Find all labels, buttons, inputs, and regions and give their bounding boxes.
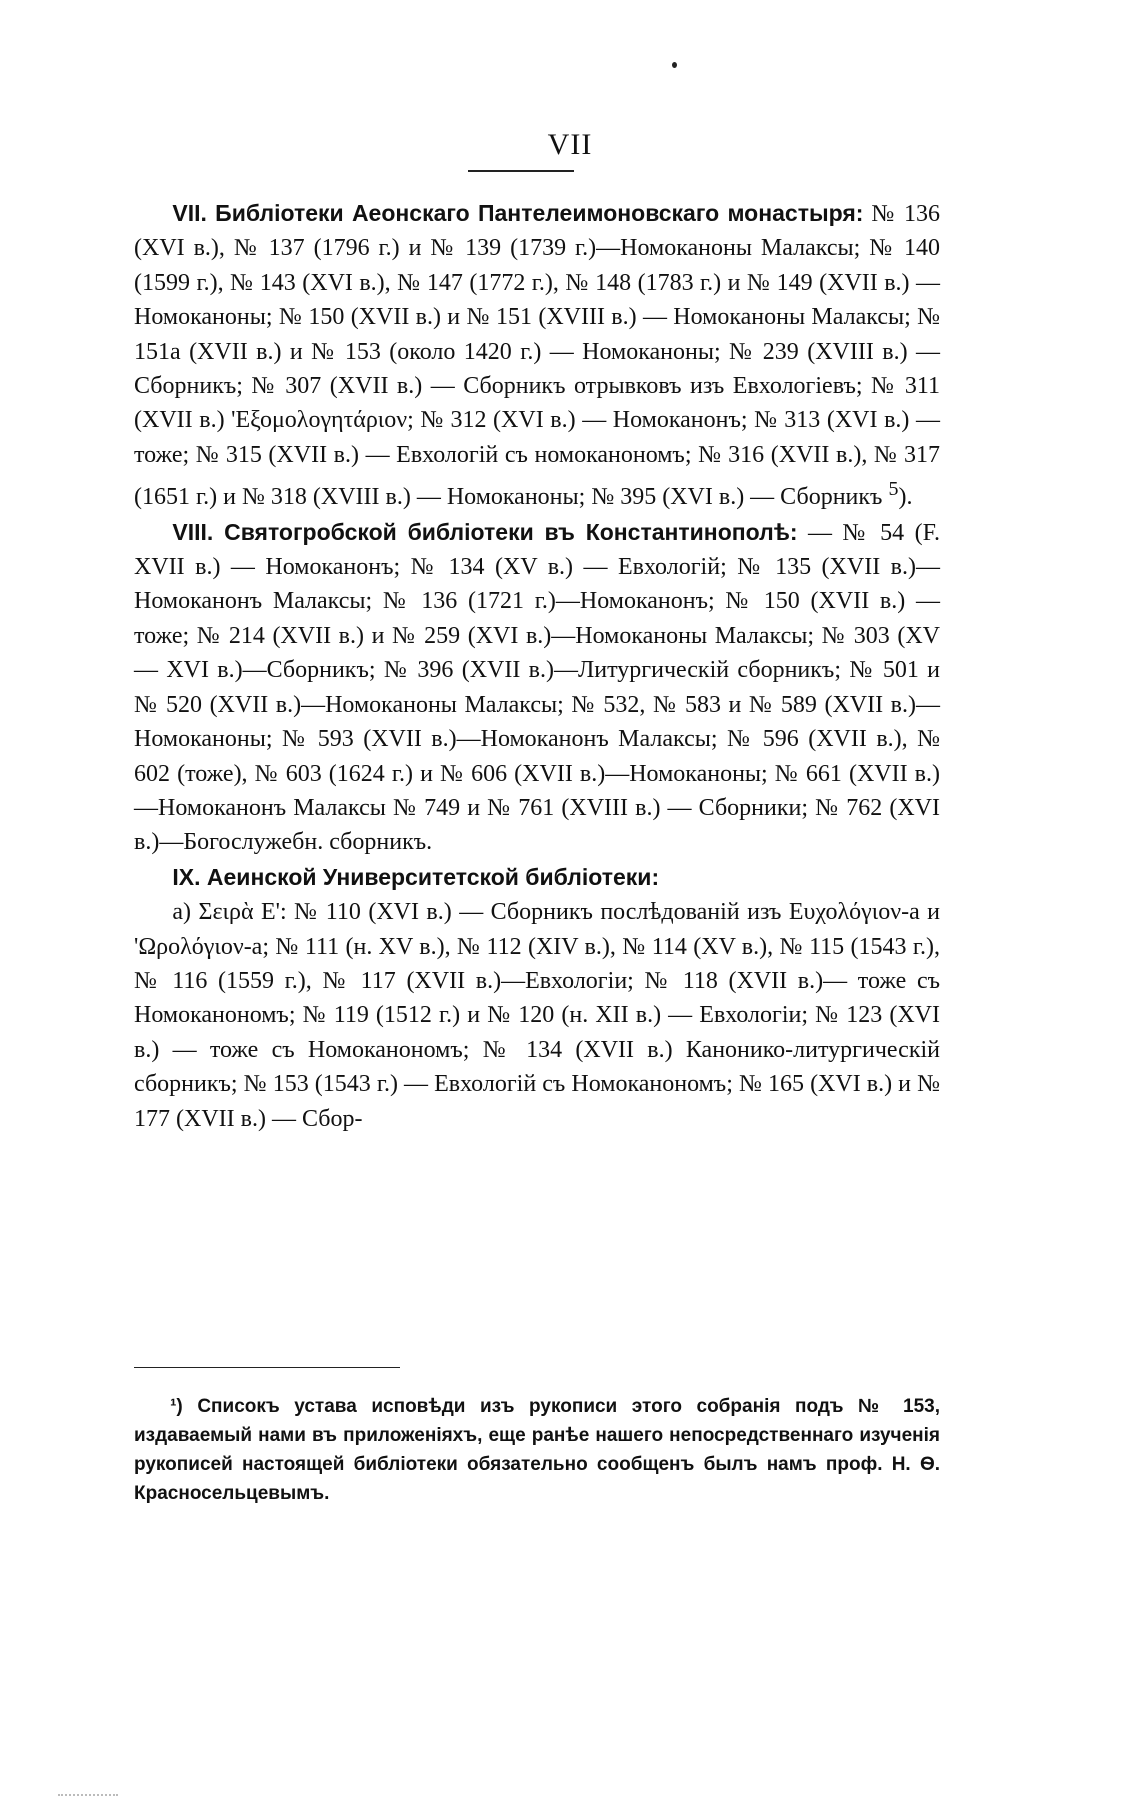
section-viii xyxy=(134,515,940,860)
section-vii xyxy=(134,196,940,515)
section-vii-text-end: . xyxy=(906,484,913,511)
footnote xyxy=(134,1392,940,1508)
footnote-text: Списокъ устава исповѣди изъ рукописи этого собранія подъ № 153, издаваемый нами въ приложеніяхъ, еще ранѣе нашего непосредственнаго изученія рукописей настоящей библіотеки обязательно сообщенъ былъ намъ проф. Н. Ѳ. Красносельцевымъ. xyxy=(134,1396,941,1504)
scan-noise xyxy=(58,1794,118,1799)
section-viii-title: VIII. Святогробской библіотеки въ Константинополѣ: xyxy=(172,518,798,545)
section-vii-title: VII. Библіотеки Аеонскаго Пантелеимоновскаго монастыря: xyxy=(172,200,864,226)
footnote-marker: ¹) xyxy=(170,1396,183,1417)
section-ix-title: IX. Аеинской Университетской библіотеки: xyxy=(172,863,660,890)
page-number-underline xyxy=(468,170,574,172)
footnote-divider xyxy=(134,1367,400,1368)
section-ix-subsection-a: а) Σειρὰ Ε': № 110 (XVI в.) — Сборникъ послѣдованій изъ Ευχολόγιον-а и 'Ωρολόγιον-а; № 111 (н. XV в.), № 112 (XIV в.), № 114 (XV в.), № 115 (1543 г.), № 116 (1559 г.), № 117 (XVII в.)—Евхологіи; № 118 (XVII в.)— тоже съ Номоканономъ; № 119 (1512 г.) и № 120 (н. XII в.) — Евхологіи; № 123 (XVI в.) — тоже съ Номоканономъ; № 134 (XVII в.) Канонико-литургическій сборникъ; № 153 (1543 г.) — Евхологій съ Номоканономъ; № 165 (XVI в.) и № 177 (XVII в.) — Сбор- xyxy=(134,899,940,1132)
footnote-reference: 5 xyxy=(888,478,899,501)
main-text xyxy=(134,196,940,1136)
section-vii-text: № 136 (XVI в.), № 137 (1796 г.) и № 139 (1739 г.)—Номоканоны Малаксы; № 140 (1599 г.), № 143 (XVI в.), № 147 (1772 г.), № 148 (1783 г.) и № 149 (XVII в.) — Номоканоны; № 150 (XVII в.) и № 151 (XVIII в.) — Номоканоны Малаксы; № 151а (XVII в.) и № 153 (около 1420 г.) — Номоканоны; № 239 (XVIII в.) — Сборникъ; № 307 (XVII в.) — Сборникъ отрывковъ изъ Евхологіевъ; № 311 (XVII в.) 'Εξομολογητάριον; № 312 (XVI в.) — Номоканонъ; № 313 (XVI в.) — тоже; № 315 (XVII в.) — Евхологій съ номоканономъ; № 316 (XVII в.), № 317 (1651 г.) и № 318 (XVIII в.) — Номоканоны; № 395 (XVI в.) — Сборникъ xyxy=(134,201,940,511)
footnote-reference-close: ) xyxy=(898,484,907,511)
page-number: VII xyxy=(547,128,593,161)
section-ix xyxy=(134,860,940,895)
section-viii-text: — № 54 (F. XVII в.) — Номоканонъ; № 134 (XV в.) — Евхологій; № 135 (XVII в.)—Номоканонъ Малаксы; № 136 (1721 г.)—Номоканонъ; № 150 (XVII в.) — тоже; № 214 (XVII в.) и № 259 (XVI в.)—Номоканоны Малаксы; № 303 (XV — XVI в.)—Сборникъ; № 396 (XVII в.)—Литургическій сборникъ; № 501 и № 520 (XVII в.)—Номоканоны Малаксы; № 532, № 583 и № 589 (XVII в.)—Номоканоны; № 593 (XVII в.)—Номоканонъ Малаксы; № 596 (XVII в.), № 602 (тоже), № 603 (1624 г.) и № 606 (XVII в.)—Номоканоны; № 661 (XVII в.)—Номоканонъ Малаксы № 749 и № 761 (XVIII в.) — Сборники; № 762 (XVI в.)—Богослужебн. сборникъ. xyxy=(134,519,941,856)
print-speck xyxy=(672,62,677,68)
